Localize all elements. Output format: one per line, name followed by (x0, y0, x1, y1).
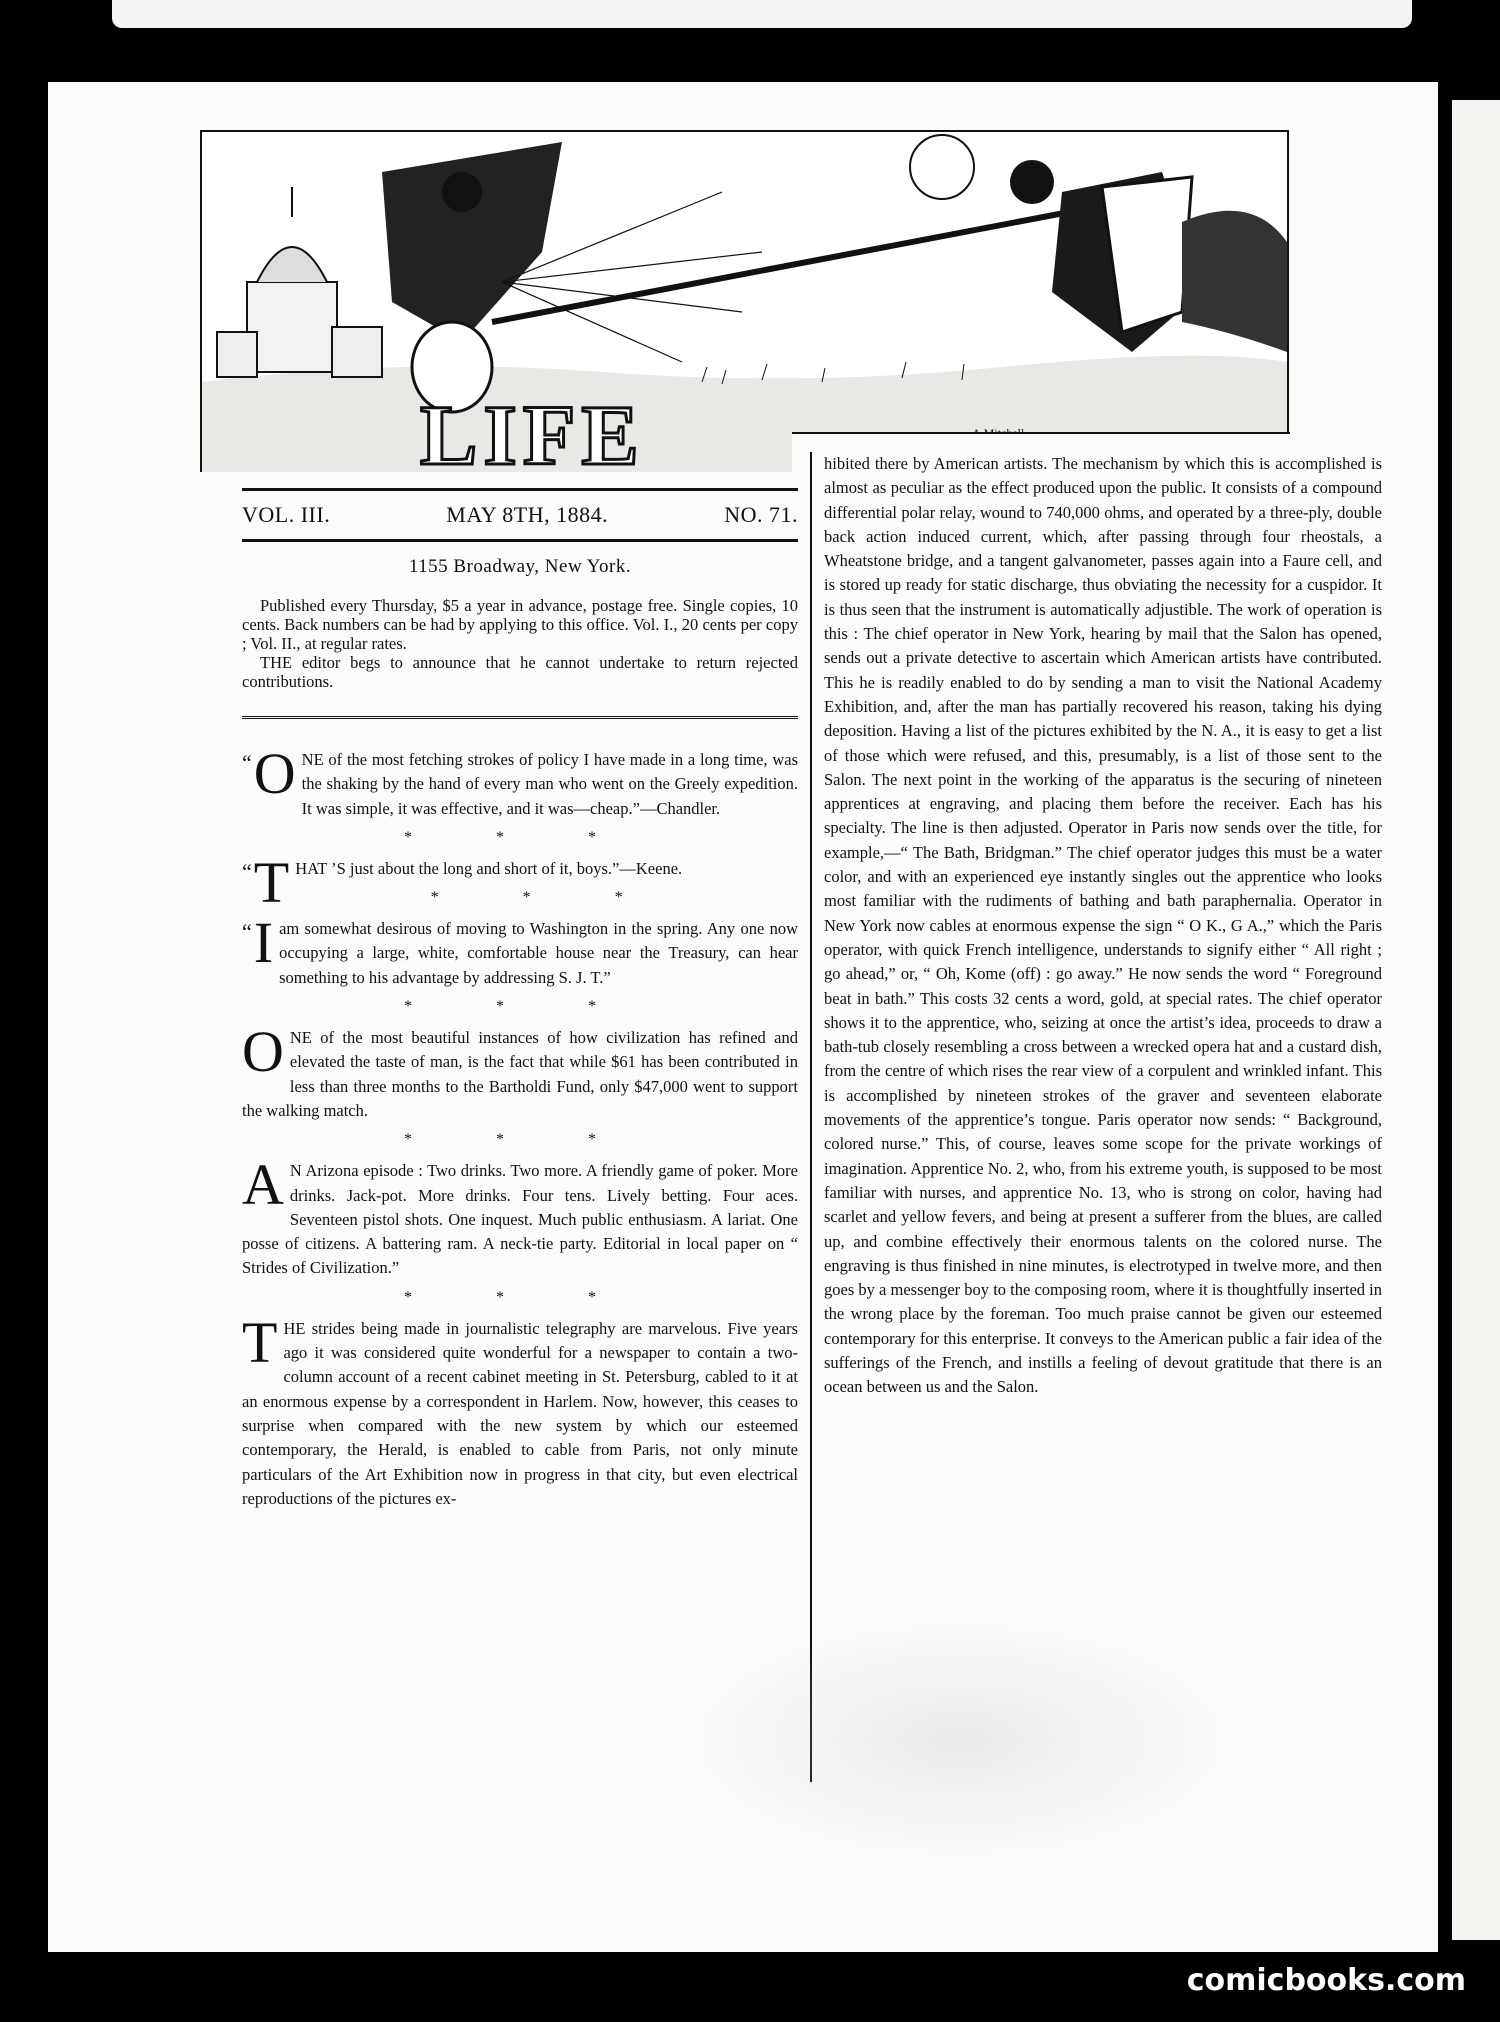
separator-stars: * * * (404, 998, 636, 1016)
site-watermark: comicbooks.com (1186, 1963, 1466, 1998)
item-text: N Arizona episode : Two drinks. Two more. A friendly game of poker. More drinks. Jack-pot. More drinks. Four tens. Lively betting. Four aces. Seventeen pistol shots. One inquest. Much public enthusiasm. A lariat. One posse of citizens. A battering ram. A neck-tie party. Editorial in local paper on “ Strides of Civilization.” (242, 1161, 798, 1278)
separator-stars: * * * (404, 1131, 636, 1149)
open-quote: “ (242, 858, 252, 884)
separator-stars: * * * (404, 1288, 636, 1306)
drop-cap: O (253, 741, 296, 806)
separator-stars: * * * (404, 828, 636, 846)
next-page-edge (1452, 100, 1500, 1940)
item-text: HE strides being made in journalistic telegraphy are marvelous. Five years ago it was considered quite wonderful for a newspaper to contain a two-column account of a recent cabinet meeting in St. Petersburg, cabled to it at an enormous expense by a correspondent in Harlem. Now, however, this ceases to surprise when compared with the new system by which our esteemed contemporary, the Herald, is enabled to cable from Paris, not only minute particulars of the Art Exhibition now in progress in that city, but even electrical reproductions of the pictures ex- (242, 1318, 798, 1508)
previous-page-edge (112, 0, 1412, 28)
open-quote: “ (242, 919, 252, 945)
contributions-notice: THE editor begs to announce that he cannot undertake to return rejected contributions. (242, 653, 798, 691)
publisher-address: 1155 Broadway, New York. (408, 556, 632, 577)
masthead-artwork (202, 132, 1287, 472)
item-telegraphy (242, 1309, 798, 1511)
paper-stain (690, 1620, 1230, 1860)
knight-with-shield-drawing (1010, 160, 1287, 352)
volume-label: VOL. III. (242, 502, 331, 527)
issue-number: NO. 71. (724, 502, 798, 527)
item-arizona (242, 1152, 798, 1280)
item-bartholdi (242, 1019, 798, 1123)
life-logo: LIFE (420, 387, 645, 483)
drop-cap: T (253, 849, 290, 915)
drop-cap: O (242, 1019, 284, 1085)
masthead-illustration (200, 130, 1289, 472)
subscription-notice: Published every Thursday, $5 a year in advance, postage free. Single copies, 10 cents. Back numbers can be had by applying to this office. Vol. I., 20 cents per copy ; Vol. II., at regular rates. (242, 596, 798, 653)
open-quote: “ (242, 750, 252, 775)
telegraphy-continuation: hibited there by American artists. The mechanism by which this is accomplished is almost as peculiar as the effect produced upon the public. It consists of a compound differential polar relay, wound to 740,000 ohms, and operated by a three-ply, double back action induced current, which, after passing through four rheostals, a Wheatstone bridge, and a tangent galvanometer, passes again into a Faure cell, and is stored up ready for static discharge, thus obviating the necessity for a cuspidor. It is thus seen that the instrument is automatically adjustible. The work of operation is this : The chief operator in New York, hearing by mail that the Salon has opened, sends out a private detective to ascertain which American artists have contributed. This he is readily enabled to do by sending a man to visit the National Academy Exhibition, and, after the man has partially recovered his reason, taking his dying deposition. Having a list of the pictures exhibited by the N. A., it is easy to get a list of those which were refused, and this, presumably, is a list of those sent to the Salon. The next point in the working of the apparatus is the securing of nineteen apprentices at engraving, and placing them before the receiver. Each has his specialty. The line is then adjusted. Operator in Paris now sends over the title, for example,—“ The Bath, Bridgman.” The chief operator judges this must be a water color, and with an experienced eye instantly singles out the apprentice who looks most familiar with the rudiments of bathing and bath paraphernalia. Operator in New York now cables at enormous expense the sign “ O K., G A.,” which the Paris operator, with quick French intelligence, understands to signify either “ All right ; go ahead,” or, “ Oh, Kome (off) : go away.” He now sends the word “ Foreground beat in bath.” This costs 32 cents a word, gold, at special rates. The chief operator shows it to the apprentice, who, seizing at once the artist’s idea, proceeds to draw a bath-tub closely resembling a cross between a wrecked opera hat and a custard dish, from the centre of which rises the rear view of a corpulent and wrinkled infant. This is accomplished by nineteen strokes of the graver and seventeen elaborate movements of the apprentice’s tongue. Paris operator now sends: “ Background, colored nurse.” This, of course, leaves some scope for the private workings of imagination. Apprentice No. 2, who, from his extreme youth, is supposed to be most familiar with nurses, and apprentice No. 13, who is strong on color, having had scarlet and yellow fevers, and being at present a sufferer from the blues, are called up, and combine effectively their enormous talents on the colored nurse. The engraving is thus finished in nine minutes, is electrotyped in twelve more, and then goes by a messenger boy to the composing room, where it is thoughtfully inserted in the wrong place by the foreman. Too much praise cannot be given our esteemed contemporary for this enterprise. It conveys to the American public a fair idea of the sufferings of the French, and instills a feeling of devout gratitude that there is an ocean between us and the Salon. (824, 454, 1382, 1397)
issue-info-bar (242, 488, 798, 542)
column-divider (810, 452, 812, 1782)
item-chandler (242, 741, 798, 821)
drop-cap: A (242, 1152, 284, 1218)
item-text: NE of the most fetching strokes of policy I have made in a long time, was the shaking by the hand of every man who went on the Greely expedition. It was simple, it was effective, and it was—cheap.”—Chandler. (301, 750, 798, 818)
separator-stars: * * * (430, 889, 663, 907)
drop-cap: I (253, 910, 274, 976)
item-text: am somewhat desirous of moving to Washington in the spring. Any one now occupying a large, white, comfortable house near the Treasury, can hear something to his advantage by addressing S. J. T.” (279, 919, 798, 987)
issue-date: MAY 8TH, 1884. (446, 502, 609, 527)
drop-cap: T (242, 1309, 278, 1375)
left-column (242, 741, 798, 1517)
item-text: HAT ’S just about the long and short of it, boys.”—Keene. (295, 858, 683, 878)
capitol-dome-drawing (217, 187, 382, 377)
item-washington (242, 910, 798, 990)
section-rule (242, 716, 798, 719)
right-column (824, 452, 1382, 1400)
publication-notice (242, 596, 798, 691)
item-keene (242, 849, 798, 915)
item-text: NE of the most beautiful instances of how civilization has refined and elevated the taste of man, is the fact that while $61 has been contributed in less than three months to the Bartholdi Fund, only $47,000 went to support the walking match. (242, 1028, 798, 1120)
